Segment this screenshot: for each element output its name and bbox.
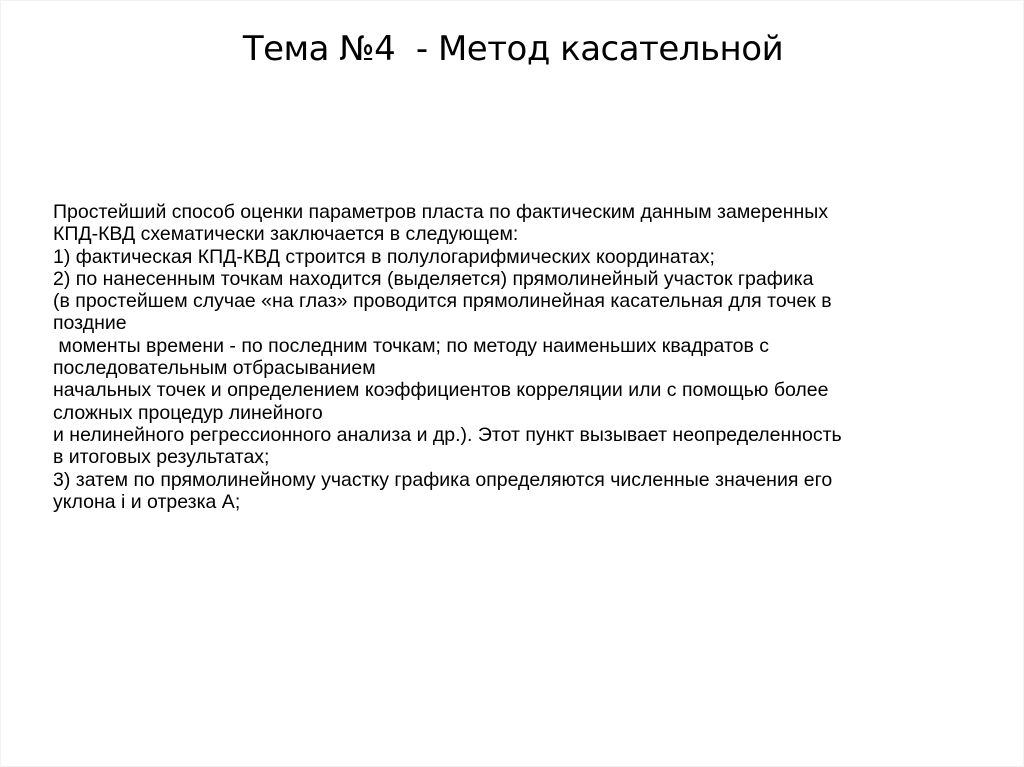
body-line: в итоговых результатах;: [53, 446, 270, 469]
body-line: уклона i и отрезка А;: [53, 490, 241, 513]
body-line: последовательным отбрасыванием: [53, 357, 376, 380]
body-line: поздние: [53, 312, 127, 335]
body-line: и нелинейного регрессионного анализа и др.). Этот пункт вызывает неопределенность: [53, 423, 842, 446]
slide-title: Тема №4 - Метод касательной: [242, 29, 784, 69]
body-line: начальных точек и определением коэффициентов корреляции или с помощью более: [53, 379, 829, 402]
body-line: сложных процедур линейного: [53, 401, 323, 424]
body-line: (в простейшем случае «на глаз» проводится прямолинейная касательная для точек в: [53, 290, 832, 313]
slide-body-text: [53, 201, 1003, 513]
body-line: КПД-КВД схематически заключается в следующем:: [53, 223, 519, 246]
body-line: моменты времени - по последним точкам; по методу наименьших квадратов с: [53, 334, 770, 357]
body-line: 1) фактическая КПД-КВД строится в полулогарифмических координатах;: [53, 245, 715, 268]
body-line: 2) по нанесенным точкам находится (выделяется) прямолинейный участок графика: [53, 267, 814, 290]
body-line: 3) затем по прямолинейному участку графика определяются численные значения его: [53, 468, 833, 491]
body-line: Простейший способ оценки параметров пласта по фактическим данным замеренных: [53, 201, 829, 223]
